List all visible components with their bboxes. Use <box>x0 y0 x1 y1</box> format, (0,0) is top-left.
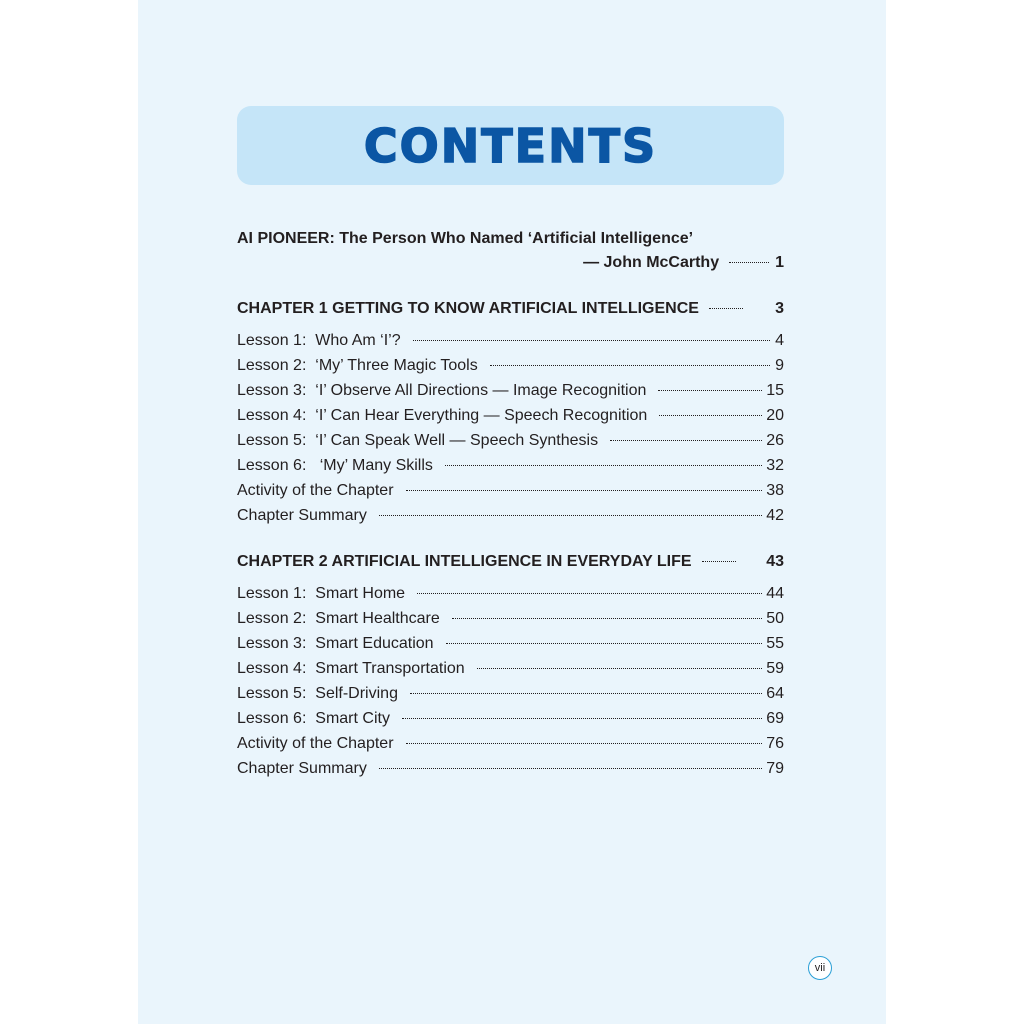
toc-row <box>237 403 784 428</box>
toc-row <box>237 731 784 756</box>
dot-leader <box>702 561 736 562</box>
toc-page: 44 <box>766 585 784 602</box>
toc-page: 64 <box>766 685 784 702</box>
toc-page: 38 <box>766 482 784 499</box>
toc-row <box>237 581 784 606</box>
toc-page: 26 <box>766 432 784 449</box>
dot-leader <box>410 693 762 694</box>
toc-page: 76 <box>766 735 784 752</box>
dot-leader <box>413 340 770 341</box>
toc-label: Lesson 2: Smart Healthcare <box>237 610 440 627</box>
toc-label: Lesson 1: Who Am ‘I’? <box>237 332 401 349</box>
toc-label: Lesson 3: Smart Education <box>237 635 434 652</box>
toc-page: 15 <box>766 382 784 399</box>
toc-page: 69 <box>766 710 784 727</box>
toc-page: 42 <box>766 507 784 524</box>
toc-page: 4 <box>775 332 784 349</box>
toc-label: Lesson 6: ‘My’ Many Skills <box>237 457 433 474</box>
toc-label: Chapter Summary <box>237 507 367 524</box>
dot-leader <box>445 465 762 466</box>
dot-leader <box>406 743 763 744</box>
chapter-1-heading <box>237 297 784 321</box>
dot-leader <box>477 668 763 669</box>
pioneer-entry-title: AI PIONEER: The Person Who Named ‘Artificial Intelligence’ <box>237 230 694 247</box>
table-of-contents <box>237 227 784 781</box>
toc-page: 20 <box>766 407 784 424</box>
toc-label: Lesson 3: ‘I’ Observe All Directions — Image Recognition <box>237 382 647 399</box>
dot-leader <box>379 768 762 769</box>
toc-label: Lesson 5: Self-Driving <box>237 685 398 702</box>
dot-leader <box>446 643 763 644</box>
toc-row <box>237 453 784 478</box>
toc-row <box>237 378 784 403</box>
toc-label: Activity of the Chapter <box>237 482 394 499</box>
toc-label: Lesson 4: ‘I’ Can Hear Everything — Speech Recognition <box>237 407 648 424</box>
dot-leader <box>658 390 762 391</box>
toc-label: Lesson 4: Smart Transportation <box>237 660 465 677</box>
toc-row <box>237 503 784 528</box>
toc-page: 55 <box>766 635 784 652</box>
dot-leader <box>452 618 762 619</box>
pioneer-entry-name: — John McCarthy <box>583 254 720 271</box>
dot-leader <box>402 718 762 719</box>
toc-label: Lesson 6: Smart City <box>237 710 390 727</box>
toc-row <box>237 478 784 503</box>
toc-page: 32 <box>766 457 784 474</box>
page-number-badge: vii <box>808 956 832 980</box>
book-page <box>138 0 886 1024</box>
dot-leader <box>406 490 763 491</box>
page-title: CONTENTS <box>363 118 658 173</box>
toc-page: 79 <box>766 760 784 777</box>
dot-leader <box>709 308 743 309</box>
toc-row <box>237 428 784 453</box>
toc-label: Chapter Summary <box>237 760 367 777</box>
toc-page: 9 <box>775 357 784 374</box>
dot-leader <box>610 440 762 441</box>
toc-row <box>237 631 784 656</box>
dot-leader <box>729 262 769 263</box>
toc-page: 50 <box>766 610 784 627</box>
contents-banner <box>237 106 784 185</box>
toc-page: 59 <box>766 660 784 677</box>
dot-leader <box>490 365 770 366</box>
toc-row <box>237 656 784 681</box>
chapter-page: 43 <box>766 553 784 570</box>
toc-row <box>237 756 784 781</box>
chapter-title: CHAPTER 1 GETTING TO KNOW ARTIFICIAL INTELLIGENCE <box>237 300 699 317</box>
toc-row <box>237 328 784 353</box>
toc-label: Activity of the Chapter <box>237 735 394 752</box>
chapter-page: 3 <box>775 300 784 317</box>
pioneer-entry <box>237 251 784 275</box>
toc-row <box>237 706 784 731</box>
toc-label: Lesson 1: Smart Home <box>237 585 406 602</box>
toc-row <box>237 606 784 631</box>
dot-leader <box>417 593 762 594</box>
toc-row <box>237 681 784 706</box>
pioneer-entry-page: 1 <box>775 254 784 271</box>
dot-leader <box>659 415 762 416</box>
toc-label: Lesson 5: ‘I’ Can Speak Well — Speech Synthesis <box>237 432 599 449</box>
toc-label: Lesson 2: ‘My’ Three Magic Tools <box>237 357 478 374</box>
toc-row <box>237 353 784 378</box>
chapter-2-heading <box>237 550 784 574</box>
chapter-title: CHAPTER 2 ARTIFICIAL INTELLIGENCE IN EVERYDAY LIFE <box>237 553 692 570</box>
dot-leader <box>379 515 762 516</box>
